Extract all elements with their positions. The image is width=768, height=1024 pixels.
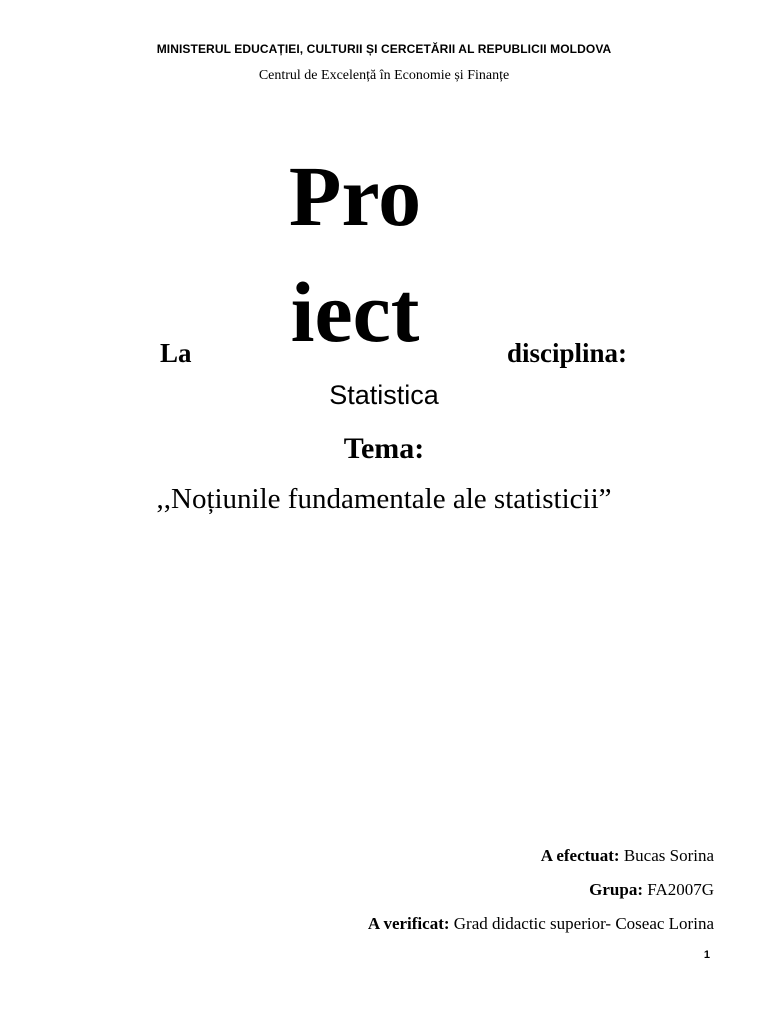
page-number: 1 [703,949,710,961]
project-title-line-1: Pro [288,148,422,244]
discipline-prefix: La [160,338,192,368]
reviewer-label: A verificat: [367,914,450,933]
discipline-name: Statistica [329,380,439,410]
ministry-header: MINISTERUL EDUCAȚIEI, CULTURII ȘI CERCETĂRII AL REPUBLICII MOLDOVA [156,42,612,56]
author-value: Bucas Sorina [619,846,714,865]
group-line [589,880,714,900]
discipline-label: disciplina: [507,338,628,368]
reviewer-value: Grad didactic superior- Coseac Lorina [449,914,714,933]
project-title-line-2: iect [290,264,420,360]
theme-title: ,,Noțiunile fundamentale ale statisticii” [156,483,612,515]
reviewer-line [368,914,714,934]
group-value: FA2007G [643,880,714,899]
college-name: Centrul de Excelență în Economie și Finanțe [258,68,510,83]
theme-label: Tema: [343,432,425,465]
author-label: A efectuat: [540,846,620,865]
group-label: Grupa: [589,880,643,899]
author-line [541,846,714,866]
